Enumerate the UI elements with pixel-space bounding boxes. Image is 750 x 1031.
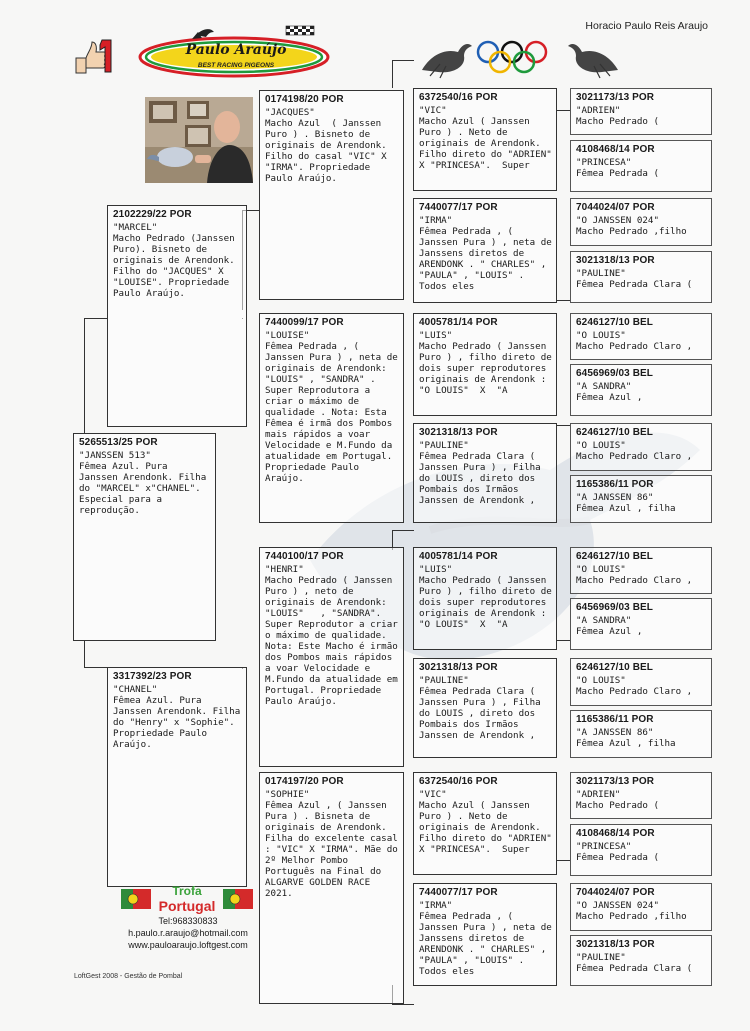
pigeon-card-gen5-10[interactable] <box>570 598 712 650</box>
pigeon-description: "SOPHIE" Fêmea Azul , ( Janssen Pura ) . Bisneta de originais de Arendonk. Filha do excelente casal : "VIC" X "IRMA". Mãe do 2º Melhor Pombo Português na Final do ALGARVE GOLDEN RACE 2021. <box>265 789 398 899</box>
pigeon-description: "O LOUIS" Macho Pedrado Claro , <box>576 675 693 697</box>
ring-number: 1165386/11 POR <box>576 479 654 490</box>
ring-number: 3021318/13 POR <box>419 662 498 673</box>
ring-number: 2102229/22 POR <box>113 209 192 220</box>
ring-number: 6246127/10 BEL <box>576 662 654 673</box>
pigeon-card-gen4-4[interactable] <box>413 423 557 523</box>
ring-number: 0174197/20 POR <box>265 776 344 787</box>
pigeon-card-gen5-6[interactable] <box>570 364 712 416</box>
software-credit: LoftGest 2008 - Gestão de Pombal <box>74 973 183 980</box>
pigeon-description: "O LOUIS" Macho Pedrado Claro , <box>576 440 693 462</box>
pigeon-card-gen4-6[interactable] <box>413 658 557 758</box>
pigeon-description: "VIC" Macho Azul ( Janssen Puro ) . Neto de originais de Arendonk. Filho direto do "ADRIEN" X "PRINCESA". Super <box>419 789 552 855</box>
pigeon-card-gen4-5[interactable] <box>413 547 557 650</box>
ring-number: 6246127/10 BEL <box>576 427 654 438</box>
ring-number: 7440077/17 POR <box>419 202 498 213</box>
pigeon-description: "LUIS" Macho Pedrado ( Janssen Puro ) , filho direto de dois super reprodutores originais de Arendonk : "O LOUIS" X "A <box>419 564 552 630</box>
ring-number: 5265513/25 POR <box>79 437 158 448</box>
pigeon-card-gen5-1[interactable] <box>570 88 712 135</box>
logo-title: Paulo Araújo <box>185 42 287 58</box>
ring-number: 3021318/13 POR <box>576 255 655 266</box>
ring-number: 4005781/14 POR <box>419 317 498 328</box>
pigeon-card-gen5-16[interactable] <box>570 935 712 986</box>
pigeon-card-gen3-3[interactable] <box>259 547 404 767</box>
pigeon-description: "MARCEL" Macho Pedrado (Janssen Puro). Bisneto de originais de Arendonk. Filho do "JACQUES" X "LOUISE". Propriedade Paulo Araújo. <box>113 222 235 299</box>
owner-name: Horacio Paulo Reis Araujo <box>585 20 708 32</box>
olympic-rings-pigeons-icon <box>420 34 620 82</box>
pigeon-card-gen5-7[interactable] <box>570 423 712 471</box>
pigeon-description: "CHANEL" Fêmea Azul. Pura Janssen Arendonk. Filha do "Henry" x "Sophie". Propriedade Paulo Araújo. <box>113 684 241 750</box>
pigeon-description: "PAULINE" Fêmea Pedrada Clara ( <box>576 268 693 290</box>
ring-number: 6372540/16 POR <box>419 776 498 787</box>
contact-email[interactable]: h.paulo.r.araujo@hotmail.com <box>128 928 248 938</box>
contact-phone: Tel:968330833 <box>158 916 218 926</box>
pigeon-card-gen4-2[interactable] <box>413 198 557 303</box>
pigeon-card-gen5-15[interactable] <box>570 883 712 931</box>
ring-number: 4005781/14 POR <box>419 551 498 562</box>
ring-number: 6246127/10 BEL <box>576 317 654 328</box>
pigeon-card-gen5-14[interactable] <box>570 824 712 876</box>
pigeon-description: "O JANSSEN 024" Macho Pedrado ,filho <box>576 215 687 237</box>
ring-number: 7440077/17 POR <box>419 887 498 898</box>
pigeon-description: "PAULINE" Fêmea Pedrada Clara ( Janssen Pura ) , Filha do LOUIS , direto dos Pombais dos Irmãos Janssen de Arendonk , <box>419 440 541 506</box>
pigeon-description: "LOUISE" Fêmea Pedrada , ( Janssen Pura ) , neta de originais de Arendonk: "LOUIS" , "SANDRA" . Super Reprodutora a criar o máximo de qualidade . Nota: Esta Fêmea é irmã dos Pombos mais rápidos a voar Velocidade e M.Fundo da atualidade em Portugal. Propriedade Paulo Araújo. <box>265 330 398 484</box>
pigeon-description: "JACQUES" Macho Azul ( Janssen Puro ) . Bisneto de originais de Arendonk. Filho do casal "VIC" X "IRMA". Propriedade Paulo Araújo. <box>265 107 387 184</box>
ring-number: 7044024/07 POR <box>576 887 655 898</box>
pigeon-card-gen5-2[interactable] <box>570 140 712 192</box>
contact-website[interactable]: www.pauloaraujo.loftgest.com <box>128 940 248 950</box>
pigeon-description: "A SANDRA" Fêmea Azul , <box>576 615 643 637</box>
pigeon-card-gen5-5[interactable] <box>570 313 712 360</box>
pigeon-description: "IRMA" Fêmea Pedrada , ( Janssen Pura ) , neta de Janssens diretos de ARENDONK . " CHARLES" , "PAULA" , "LOUIS" . Todos eles <box>419 215 552 292</box>
pigeon-card-gen5-8[interactable] <box>570 475 712 523</box>
ring-number: 7440100/17 POR <box>265 551 344 562</box>
pigeon-card-gen5-4[interactable] <box>570 251 712 303</box>
portugal-flag-right-icon <box>223 889 253 909</box>
portugal-flag-left-icon <box>121 889 151 909</box>
pigeon-card-gen3-2[interactable] <box>259 313 404 523</box>
ring-number: 3021173/13 POR <box>576 92 655 103</box>
pigeon-card-gen5-3[interactable] <box>570 198 712 246</box>
pigeon-card-sire[interactable] <box>107 205 247 427</box>
pigeon-card-subject[interactable] <box>73 433 216 641</box>
owner-photo <box>145 97 253 183</box>
pigeon-description: "VIC" Macho Azul ( Janssen Puro ) . Neto de originais de Arendonk. Filho direto do "ADRIEN" X "PRINCESA". Super <box>419 105 552 171</box>
pigeon-description: "LUIS" Macho Pedrado ( Janssen Puro ) , filho direto de dois super reprodutores originais de Arendonk : "O LOUIS" X "A <box>419 330 552 396</box>
pigeon-description: "IRMA" Fêmea Pedrada , ( Janssen Pura ) , neta de Janssens diretos de ARENDONK . " CHARLES" , "PAULA" , "LOUIS" . Todos eles <box>419 900 552 977</box>
pigeon-card-dam[interactable] <box>107 667 247 887</box>
pigeon-description: "A SANDRA" Fêmea Azul , <box>576 381 643 403</box>
pigeon-description: "HENRI" Macho Pedrado ( Janssen Puro ) , neto de originais de Arendonk: "LOUIS" , "SANDRA". Super Reprodutor a criar o máximo de qualidade. Nota: Este Macho é irmão dos Pombos mais rápidos a voar Velocidade e M.Fundo da atualidade em Portugal. Propriedade Paulo Araújo. <box>265 564 398 707</box>
trophy-country: Portugal <box>158 898 216 914</box>
pigeon-description: "A JANSSEN 86" Fêmea Azul , filha <box>576 727 676 749</box>
ring-number: 6372540/16 POR <box>419 92 498 103</box>
pigeon-description: "O LOUIS" Macho Pedrado Claro , <box>576 330 693 352</box>
pigeon-description: "PAULINE" Fêmea Pedrada Clara ( Janssen Pura ) , Filha do LOUIS , direto dos Pombais dos Irmãos Janssen de Arendonk , <box>419 675 541 741</box>
ring-number: 0174198/20 POR <box>265 94 344 105</box>
logo-subtitle: BEST RACING PIGEONS <box>197 62 275 69</box>
pigeon-card-gen5-13[interactable] <box>570 772 712 819</box>
pigeon-card-gen4-3[interactable] <box>413 313 557 416</box>
pigeon-card-gen5-11[interactable] <box>570 658 712 706</box>
trophy-city: Trofa <box>172 884 202 898</box>
ring-number: 3317392/23 POR <box>113 671 192 682</box>
pigeon-description: "O LOUIS" Macho Pedrado Claro , <box>576 564 693 586</box>
pigeon-description: "PRINCESA" Fêmea Pedrada ( <box>576 157 659 179</box>
ring-number: 7044024/07 POR <box>576 202 655 213</box>
ring-number: 6246127/10 BEL <box>576 551 654 562</box>
ring-number: 7440099/17 POR <box>265 317 344 328</box>
number-one-thumbs-up-icon <box>72 36 118 76</box>
ring-number: 3021173/13 POR <box>576 776 655 787</box>
pigeon-description: "A JANSSEN 86" Fêmea Azul , filha <box>576 492 676 514</box>
pigeon-description: "JANSSEN 513" Fêmea Azul. Pura Janssen Arendonk. Filha do "MARCEL" x"CHANEL". Especial para a reprodução. <box>79 450 207 516</box>
ring-number: 4108468/14 POR <box>576 828 655 839</box>
pigeon-card-gen5-12[interactable] <box>570 710 712 758</box>
pigeon-description: "ADRIEN" Macho Pedrado ( <box>576 789 659 811</box>
pigeon-description: "PAULINE" Fêmea Pedrada Clara ( <box>576 952 693 974</box>
pigeon-card-gen4-7[interactable] <box>413 772 557 875</box>
pigeon-card-gen3-4[interactable] <box>259 772 404 1004</box>
ring-number: 1165386/11 POR <box>576 714 654 725</box>
pigeon-card-gen3-1[interactable] <box>259 90 404 300</box>
pigeon-description: "PRINCESA" Fêmea Pedrada ( <box>576 841 659 863</box>
ring-number: 4108468/14 POR <box>576 144 655 155</box>
pigeon-card-gen4-1[interactable] <box>413 88 557 191</box>
pigeon-card-gen5-9[interactable] <box>570 547 712 594</box>
pigeon-description: "O JANSSEN 024" Macho Pedrado ,filho <box>576 900 687 922</box>
ring-number: 3021318/13 POR <box>576 939 655 950</box>
pigeon-card-gen4-8[interactable] <box>413 883 557 986</box>
ring-number: 6456969/03 BEL <box>576 368 654 379</box>
ring-number: 3021318/13 POR <box>419 427 498 438</box>
ring-number: 6456969/03 BEL <box>576 602 654 613</box>
pigeon-description: "ADRIEN" Macho Pedrado ( <box>576 105 659 127</box>
